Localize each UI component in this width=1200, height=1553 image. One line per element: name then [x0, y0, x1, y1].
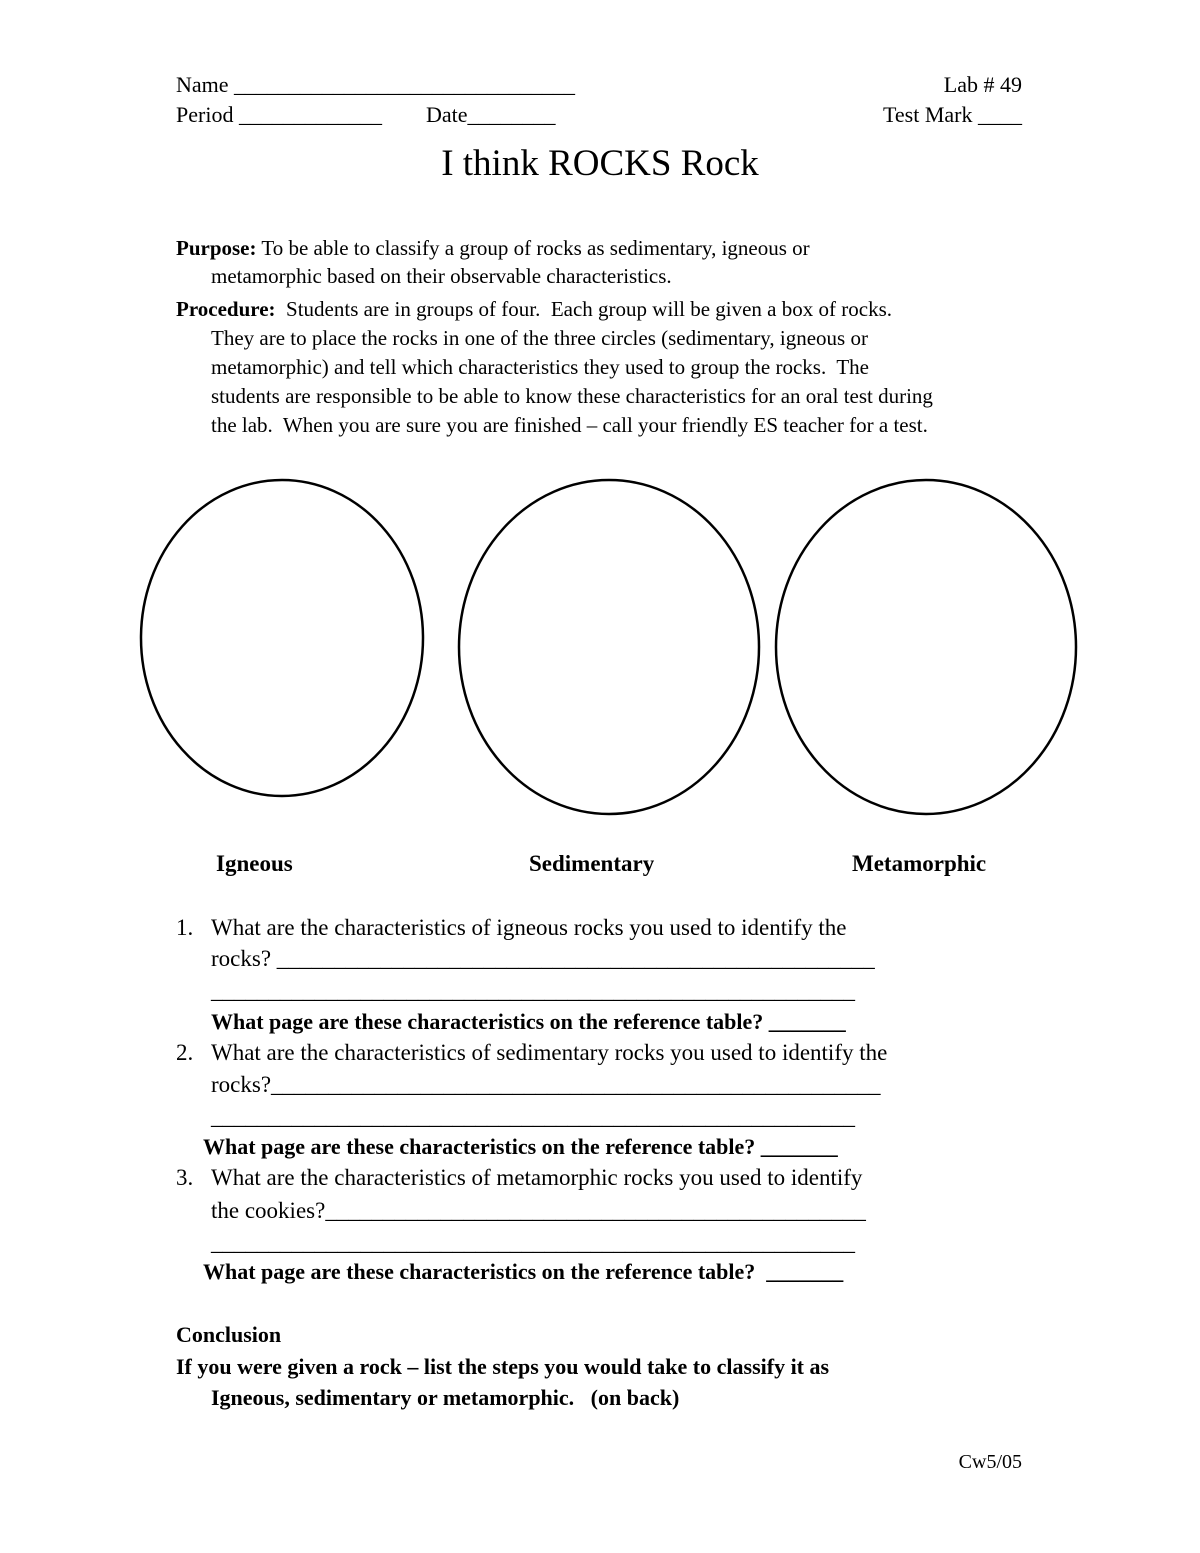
question-2-text: What are the characteristics of sedimentary rocks you used to identify the: [211, 1040, 888, 1065]
igneous-label: Igneous: [216, 851, 293, 876]
question-1-text: What are the characteristics of igneous rocks you used to identify the: [211, 915, 847, 940]
procedure-text-3: metamorphic) and tell which characteristics they used to group the rocks. The: [211, 355, 869, 379]
question-3-answer-line-1[interactable]: the cookies?_______________________________________________: [211, 1198, 866, 1223]
purpose-label: Purpose:: [176, 236, 257, 260]
lab-number: Lab # 49: [943, 72, 1022, 97]
sedimentary-circle[interactable]: [459, 480, 759, 814]
page-title: I think ROCKS Rock: [441, 143, 759, 184]
procedure-text-4: students are responsible to be able to know these characteristics for an oral test during: [211, 384, 933, 408]
document-code: Cw5/05: [958, 1451, 1022, 1473]
date-field[interactable]: Date________: [426, 102, 556, 127]
conclusion-text-1: If you were given a rock – list the steps you would take to classify it as: [176, 1354, 830, 1379]
conclusion-heading: Conclusion: [176, 1322, 282, 1347]
procedure-text-1: Students are in groups of four. Each group will be given a box of rocks.: [275, 297, 892, 321]
period-field[interactable]: Period _____________: [176, 102, 382, 127]
name-field[interactable]: Name _______________________________: [176, 72, 576, 97]
purpose-text-1: To be able to classify a group of rocks as sedimentary, igneous or: [256, 236, 810, 260]
question-2-number: 2.: [176, 1040, 194, 1065]
procedure-label: Procedure:: [176, 297, 276, 321]
metamorphic-label: Metamorphic: [852, 851, 987, 876]
procedure-text-5: the lab. When you are sure you are finished – call your friendly ES teacher for a test.: [211, 413, 928, 437]
question-1-answer-line-1[interactable]: rocks? ____________________________________________________: [211, 946, 875, 971]
question-3-text: What are the characteristics of metamorphic rocks you used to identify: [211, 1165, 863, 1190]
question-2-answer-line-2[interactable]: ________________________________________________________: [211, 1104, 855, 1129]
question-1-answer-line-2[interactable]: ________________________________________________________: [211, 978, 855, 1003]
question-1-reference[interactable]: What page are these characteristics on the reference table? _______: [211, 1009, 846, 1034]
test-mark-field[interactable]: Test Mark ____: [883, 102, 1022, 127]
metamorphic-circle[interactable]: [776, 480, 1076, 814]
conclusion-text-2: Igneous, sedimentary or metamorphic. (on back): [211, 1385, 680, 1410]
question-1-number: 1.: [176, 915, 194, 940]
question-3-number: 3.: [176, 1165, 194, 1190]
question-3-answer-line-2[interactable]: ________________________________________________________: [211, 1230, 855, 1255]
purpose-text-2: metamorphic based on their observable characteristics.: [211, 264, 672, 288]
question-2-reference[interactable]: What page are these characteristics on the reference table? _______: [203, 1134, 838, 1159]
question-2-answer-line-1[interactable]: rocks?_____________________________________________________: [211, 1072, 881, 1097]
sedimentary-label: Sedimentary: [529, 851, 655, 876]
igneous-circle[interactable]: [141, 480, 423, 796]
question-3-reference[interactable]: What page are these characteristics on the reference table? _______: [203, 1259, 844, 1284]
procedure-text-2: They are to place the rocks in one of the three circles (sedimentary, igneous or: [211, 326, 868, 350]
